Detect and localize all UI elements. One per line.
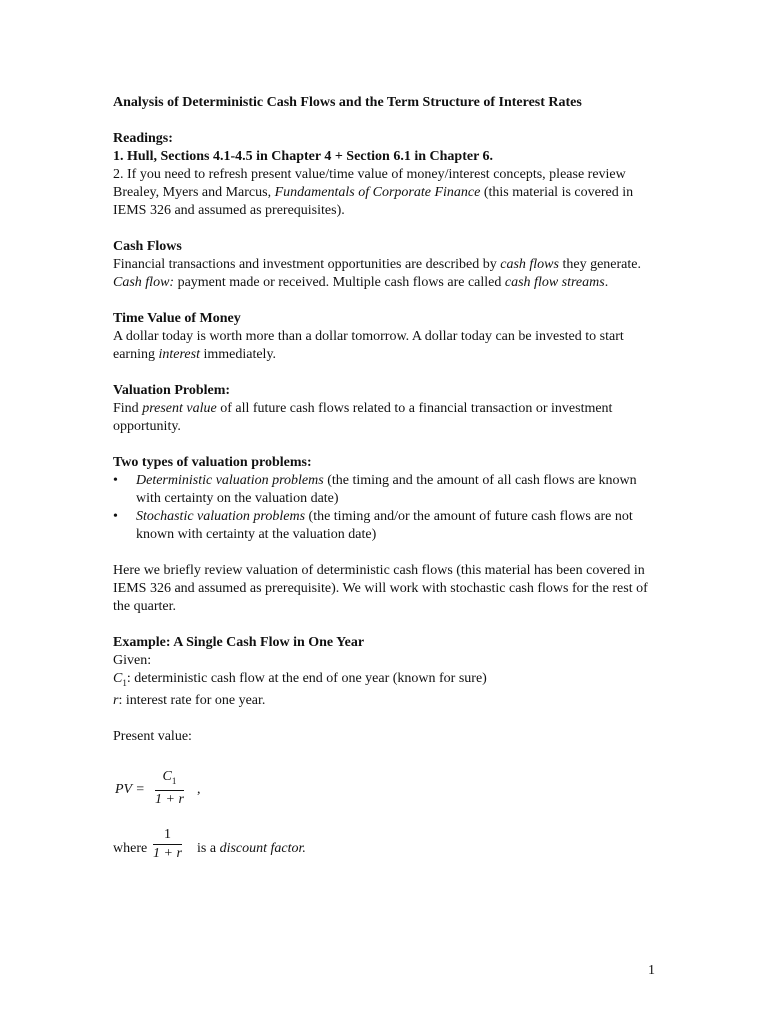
- readings-heading: Readings:: [113, 131, 173, 146]
- cash-flows-text: Financial transactions and investment opportunities are described by cash flows they generate. Cash flow: payment made or received. Multiple cash flows are called cash flow streams.: [113, 257, 641, 290]
- present-value-formula: PV = $\frac{C_1}{1 + r}$ ,: [115, 768, 201, 807]
- two-types-heading: Two types of valuation problems:: [113, 455, 312, 470]
- time-value-heading: Time Value of Money: [113, 311, 241, 326]
- document-title: Analysis of Deterministic Cash Flows and the Term Structure of Interest Rates: [113, 95, 582, 110]
- list-item: • Stochastic valuation problems (the timing and/or the amount of future cash flows are not known with certainty at the valuation date): [113, 509, 633, 542]
- r-definition: r: interest rate for one year.: [113, 692, 266, 708]
- book-title: Fundamentals of Corporate Finance: [274, 185, 481, 200]
- readings-item-2: 2. If you need to refresh present value/time value of money/interest concepts, please review Brealey, Myers and Marcus, Fundamentals of Corporate Finance (this material is covered in IEMS 326 and assumed as prerequisites).: [113, 167, 634, 218]
- review-paragraph: Here we briefly review valuation of deterministic cash flows (this material has been covered in IEMS 326 and assumed as prerequisite). We will work with stochastic cash flows for the rest of the quarter.: [113, 563, 648, 614]
- document-content: [113, 94, 658, 870]
- valuation-types-list: [113, 472, 658, 544]
- c1-definition: $C_1$: deterministic cash flow at the end of one year (known for sure): [113, 671, 487, 688]
- discount-factor-formula: where $\frac{1}{1 + r}$ is a discount factor.: [113, 826, 306, 861]
- example-heading: Example: A Single Cash Flow in One Year: [113, 635, 365, 650]
- time-value-text: A dollar today is worth more than a dollar tomorrow. A dollar today can be invested to start earning interest immediately.: [113, 329, 624, 362]
- cash-flows-heading: Cash Flows: [113, 239, 182, 254]
- page-number: 1: [648, 963, 655, 978]
- list-item: • Deterministic valuation problems (the timing and the amount of all cash flows are known with certainty on the valuation date): [113, 473, 637, 506]
- valuation-heading: Valuation Problem:: [113, 383, 231, 398]
- valuation-text: Find present value of all future cash flows related to a financial transaction or investment opportunity.: [113, 401, 613, 434]
- pv-fraction: $\frac{C_1}{1 + r}$: [155, 768, 184, 807]
- present-value-label: Present value:: [113, 728, 192, 744]
- given-label: Given:: [113, 653, 152, 668]
- bullet-icon: •: [113, 473, 118, 488]
- readings-item-1: 1. Hull, Sections 4.1-4.5 in Chapter 4 + Section 6.1 in Chapter 6.: [113, 149, 494, 164]
- bullet-icon: •: [113, 509, 118, 524]
- df-fraction: $\frac{1}{1 + r}$: [153, 826, 182, 861]
